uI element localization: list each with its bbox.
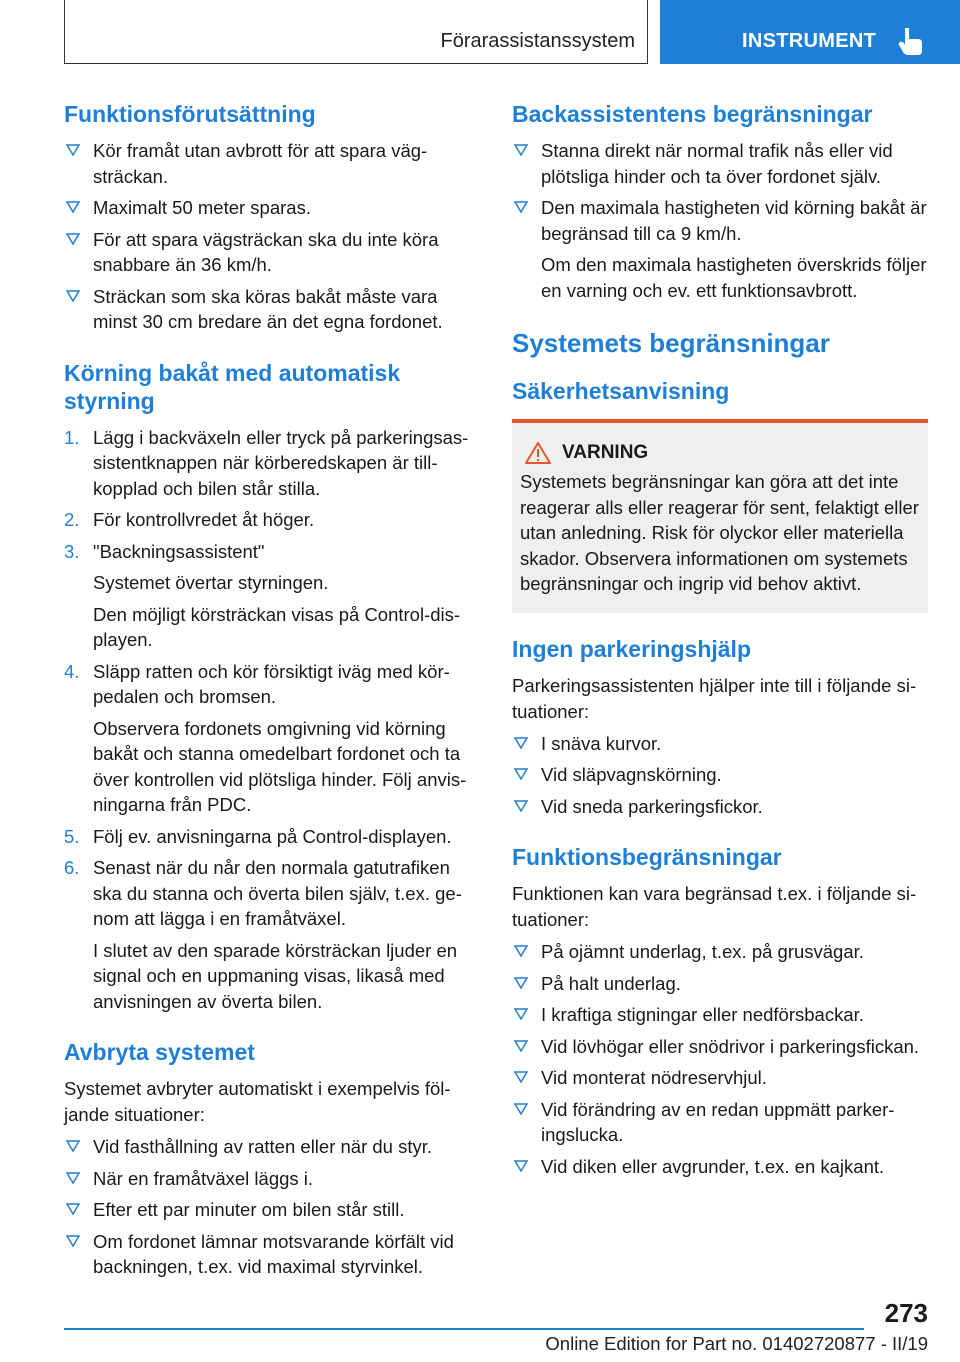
paragraph-intro: Systemet avbryter automatiskt i exempelvis följande situationer:: [64, 1078, 451, 1125]
list-item: [64, 138, 480, 189]
list-item-text: Vid förändring av en redan uppmätt parkeringslucka.: [541, 1098, 895, 1145]
triangle-bullet-icon: [514, 800, 528, 812]
list-item-text: Vid monterat nödreservhjul.: [541, 1067, 767, 1088]
warning-triangle-icon: [524, 441, 552, 465]
step-number: 4.: [64, 660, 80, 682]
list-item-text: Maximalt 50 meter sparas.: [93, 197, 311, 218]
triangle-bullet-icon: [66, 1235, 80, 1247]
list-item: [512, 794, 928, 820]
triangle-bullet-icon: [514, 1071, 528, 1083]
step-text: Följ ev. anvisningarna på Control-displayen.: [93, 825, 452, 847]
list-item: [64, 195, 480, 221]
left-column: [64, 100, 480, 1286]
list-item: [64, 1166, 480, 1192]
triangle-bullet-icon: [514, 768, 528, 780]
footer-divider: [64, 1328, 864, 1330]
triangle-bullet-icon: [514, 1008, 528, 1020]
list-item: [512, 971, 928, 997]
step-text: Släpp ratten och kör försiktigt iväg med körpedalen och bromsen.: [93, 660, 450, 707]
heading-sakerhetsanvisning: Säkerhetsanvisning: [512, 378, 730, 404]
list-item-text: I kraftiga stigningar eller nedförsbackar.: [541, 1004, 864, 1025]
triangle-bullet-icon: [514, 977, 528, 989]
triangle-bullet-icon: [514, 1040, 528, 1052]
list-item-text: Sträckan som ska köras bakåt måste vara minst 30 cm bredare än det egna fordonet.: [93, 285, 443, 332]
paragraph-intro: Funktionen kan vara begränsad t.ex. i följande situationer:: [512, 883, 917, 930]
list-item: [64, 1197, 480, 1223]
step-number: 6.: [64, 857, 80, 878]
step-number: 2.: [64, 509, 80, 530]
list-item-continuation: Om den maximala hastigheten överskrids följer en varning och ev. ett funktionsavbrott.: [541, 254, 927, 301]
list-item-text: Den maximala hastigheten vid körning bakåt är begränsad till ca 9 km/h.: [541, 197, 927, 244]
step-continuation: Den möjligt körsträckan visas på Control-displayen.: [93, 603, 461, 650]
list-item-text: Kör framåt utan avbrott för att spara vägsträckan.: [93, 140, 428, 187]
step-text: Senast när du når den normala gatutrafiken ska du stanna och överta bilen själv, t.ex. genom att lägga i en framåtväxel.: [93, 857, 462, 929]
right-column: [512, 100, 928, 1185]
list-item: [64, 1134, 480, 1160]
list-item: [512, 731, 928, 757]
triangle-bullet-icon: [514, 945, 528, 957]
triangle-bullet-icon: [66, 144, 80, 156]
heading-funktionsbegransningar: Funktionsbegränsningar: [512, 844, 782, 870]
abort-list: [64, 1134, 480, 1280]
step-item: [64, 539, 480, 653]
list-item-text: För att spara vägsträckan ska du inte köra snabbare än 36 km/h.: [93, 228, 439, 275]
triangle-bullet-icon: [66, 1172, 80, 1184]
list-item-text: Efter ett par minuter om bilen står still.: [93, 1199, 405, 1220]
step-text: För kontrollvredet åt höger.: [93, 509, 315, 530]
requirements-list: [64, 138, 480, 335]
list-item: [512, 1154, 928, 1180]
list-item-text: På ojämnt underlag, t.ex. på grusvägar.: [541, 941, 864, 962]
list-item-text: Vid släpvagnskörning.: [541, 764, 722, 785]
warning-box: [512, 419, 928, 613]
triangle-bullet-icon: [514, 1160, 528, 1172]
heading-avbryta-systemet: Avbryta systemet: [64, 1039, 255, 1065]
step-number: 3.: [64, 540, 80, 562]
step-item: [64, 659, 480, 818]
function-limits-list: [512, 939, 928, 1179]
heading-backassistentens-begransningar: Backassistentens begränsningar: [512, 101, 873, 127]
step-number: 5.: [64, 825, 80, 847]
steps-list: [64, 425, 480, 1015]
triangle-bullet-icon: [66, 233, 80, 245]
list-item-text: När en framåtväxel läggs i.: [93, 1167, 314, 1189]
list-item: [64, 227, 480, 278]
triangle-bullet-icon: [514, 737, 528, 749]
list-item: [512, 762, 928, 788]
list-item-text: I snäva kurvor.: [541, 732, 662, 754]
pointing-hand-icon: [898, 26, 924, 56]
warning-header: [520, 441, 920, 465]
backassist-limits-list: [512, 138, 928, 303]
heading-systemets-begransningar: Systemets begränsningar: [512, 328, 830, 358]
list-item: [512, 939, 928, 965]
step-item: [64, 425, 480, 502]
list-item: [512, 1065, 928, 1091]
list-item-text: Vid fasthållning av ratten eller när du styr.: [93, 1136, 433, 1157]
warning-label: VARNING: [562, 442, 649, 463]
list-item-text: Stanna direkt när normal trafik nås eller vid plötsliga hinder och ta över fordonet själv.: [541, 140, 893, 187]
list-item: [512, 1097, 928, 1148]
warning-text: Systemets begränsningar kan göra att det inte reagerar alls eller reagerar för sent, felaktigt eller utan anledning. Risk för olyckor eller materiella skador. Observera informationen om systemets begränsningar och ingrip vid behov aktivt.: [520, 471, 919, 594]
list-item: [512, 195, 928, 303]
triangle-bullet-icon: [66, 201, 80, 213]
list-item-text: Vid diken eller avgrunder, t.ex. en kajkant.: [541, 1155, 885, 1177]
list-item-text: Om fordonet lämnar motsvarande körfält vid backningen, t.ex. vid maximal styrvinkel.: [93, 1230, 454, 1277]
no-park-assist-list: [512, 731, 928, 820]
header-section-title: Förarassistanssystem: [440, 30, 635, 52]
step-item: [64, 507, 480, 533]
list-item-text: Vid sneda parkeringsfickor.: [541, 795, 763, 817]
step-item: [64, 855, 480, 1014]
triangle-bullet-icon: [514, 144, 528, 156]
step-item: [64, 824, 480, 850]
triangle-bullet-icon: [66, 290, 80, 302]
heading-ingen-parkeringshjalp: Ingen parkeringshjälp: [512, 635, 751, 662]
list-item-text: Vid lövhögar eller snödrivor i parkeringsfickan.: [541, 1035, 920, 1057]
list-item: [64, 1229, 480, 1280]
list-item: [512, 1002, 928, 1028]
step-text: "Backningsassistent": [93, 540, 265, 562]
step-number: 1.: [64, 426, 80, 448]
step-text: Lägg i backväxeln eller tryck på parkeringsassistentknappen när körberedskapen är tillkopplad och bilen står stilla.: [93, 426, 469, 499]
heading-korning-bakat: Körning bakåt med automatisk styrning: [64, 359, 401, 414]
list-item: [64, 284, 480, 335]
triangle-bullet-icon: [66, 1203, 80, 1215]
list-item-text: På halt underlag.: [541, 972, 681, 994]
footer-edition: Online Edition for Part no. 01402720877 - II/19: [545, 1333, 928, 1354]
paragraph-intro: Parkeringsassistenten hjälper inte till i följande situationer:: [512, 674, 917, 722]
triangle-bullet-icon: [514, 201, 528, 213]
heading-funktionsforutsattning: Funktionsförutsättning: [64, 101, 316, 127]
list-item: [512, 1034, 928, 1060]
page-number: 273: [884, 1298, 928, 1328]
triangle-bullet-icon: [514, 1103, 528, 1115]
step-continuation: Systemet övertar styrningen.: [93, 572, 329, 593]
list-item: [512, 138, 928, 189]
step-continuation: I slutet av den sparade körsträckan ljuder en signal och en uppmaning visas, likaså med anvisningen av överta bilen.: [93, 939, 458, 1012]
step-continuation: Observera fordonets omgivning vid körning bakåt och stanna omedelbart fordonet och ta över kontrollen vid plötsliga hinder. Följ anvisningarna från PDC.: [93, 717, 467, 815]
header-tab-label: INSTRUMENT: [742, 30, 877, 52]
header-tab-instrument[interactable]: [660, 0, 960, 64]
triangle-bullet-icon: [66, 1140, 80, 1152]
